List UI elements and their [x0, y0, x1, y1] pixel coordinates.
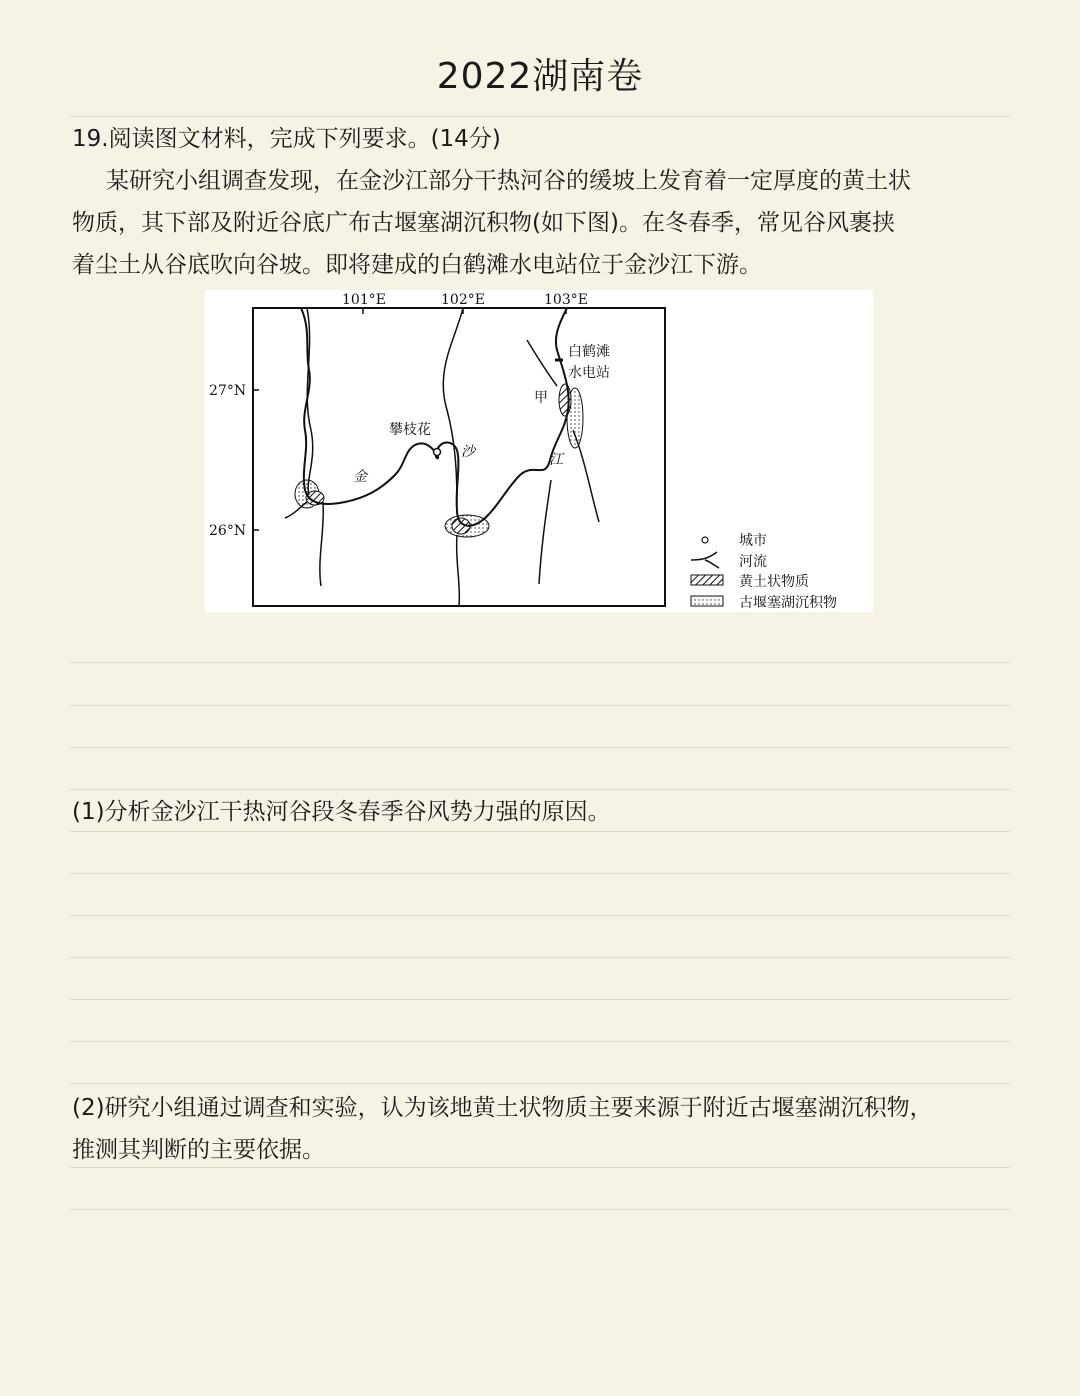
station-label: 水电站 — [568, 365, 610, 381]
sub-question-2: 推测其判断的主要依据。 — [72, 1137, 325, 1163]
sub-question-1: (1)分析金沙江干热河谷段冬春季谷风势力强的原因。 — [72, 799, 611, 825]
ruled-line — [70, 1041, 1010, 1042]
legend-lake-label: 古堰塞湖沉积物 — [739, 595, 837, 611]
map-figure — [205, 290, 873, 612]
legend-loess-label: 黄土状物质 — [739, 574, 809, 590]
jinsha-river — [301, 308, 569, 526]
ruled-line — [70, 116, 1010, 117]
river-label: 金 — [353, 469, 367, 485]
ruled-line — [70, 789, 1010, 790]
legend-loess-icon — [691, 575, 723, 585]
legend-river-label: 河流 — [739, 554, 767, 570]
legend-city-label: 城市 — [739, 533, 767, 549]
city-marker — [434, 449, 441, 456]
map-svg — [205, 290, 873, 612]
question-header: 19.阅读图文材料，完成下列要求。(14分) — [72, 126, 501, 152]
lat-label: 27°N — [209, 383, 247, 399]
ruled-line — [70, 1083, 1010, 1084]
ruled-line — [70, 999, 1010, 1000]
legend-city-icon — [702, 537, 708, 543]
page-title: 2022湖南卷 — [436, 56, 644, 97]
lon-label: 103°E — [544, 292, 588, 308]
ruled-line — [70, 705, 1010, 706]
ruled-line — [70, 873, 1010, 874]
paragraph-line: 物质，其下部及附近谷底广布古堰塞湖沉积物(如下图)。在冬春季，常见谷风裹挟 — [72, 210, 895, 236]
ruled-line — [70, 957, 1010, 958]
ruled-line — [70, 915, 1010, 916]
station-label: 白鹤滩 — [568, 344, 610, 360]
lat-label: 26°N — [209, 523, 247, 539]
ruled-line — [70, 747, 1010, 748]
ruled-line — [70, 662, 1010, 663]
place-label: 甲 — [534, 390, 548, 406]
river-label: 沙 — [461, 444, 475, 460]
ruled-line — [70, 1209, 1010, 1210]
city-label: 攀枝花 — [389, 422, 431, 438]
lon-label: 101°E — [342, 292, 386, 308]
paragraph-line: 着尘土从谷底吹向谷坡。即将建成的白鹤滩水电站位于金沙江下游。 — [72, 252, 762, 278]
legend-river-icon — [691, 552, 719, 568]
legend-lake-icon — [691, 596, 723, 606]
sub-question-2: (2)研究小组通过调查和实验，认为该地黄土状物质主要来源于附近古堰塞湖沉积物， — [72, 1095, 933, 1121]
river-label: 江 — [549, 452, 563, 468]
lon-label: 102°E — [441, 292, 485, 308]
paragraph-line: 某研究小组调查发现，在金沙江部分干热河谷的缓坡上发育着一定厚度的黄土状 — [106, 168, 911, 194]
